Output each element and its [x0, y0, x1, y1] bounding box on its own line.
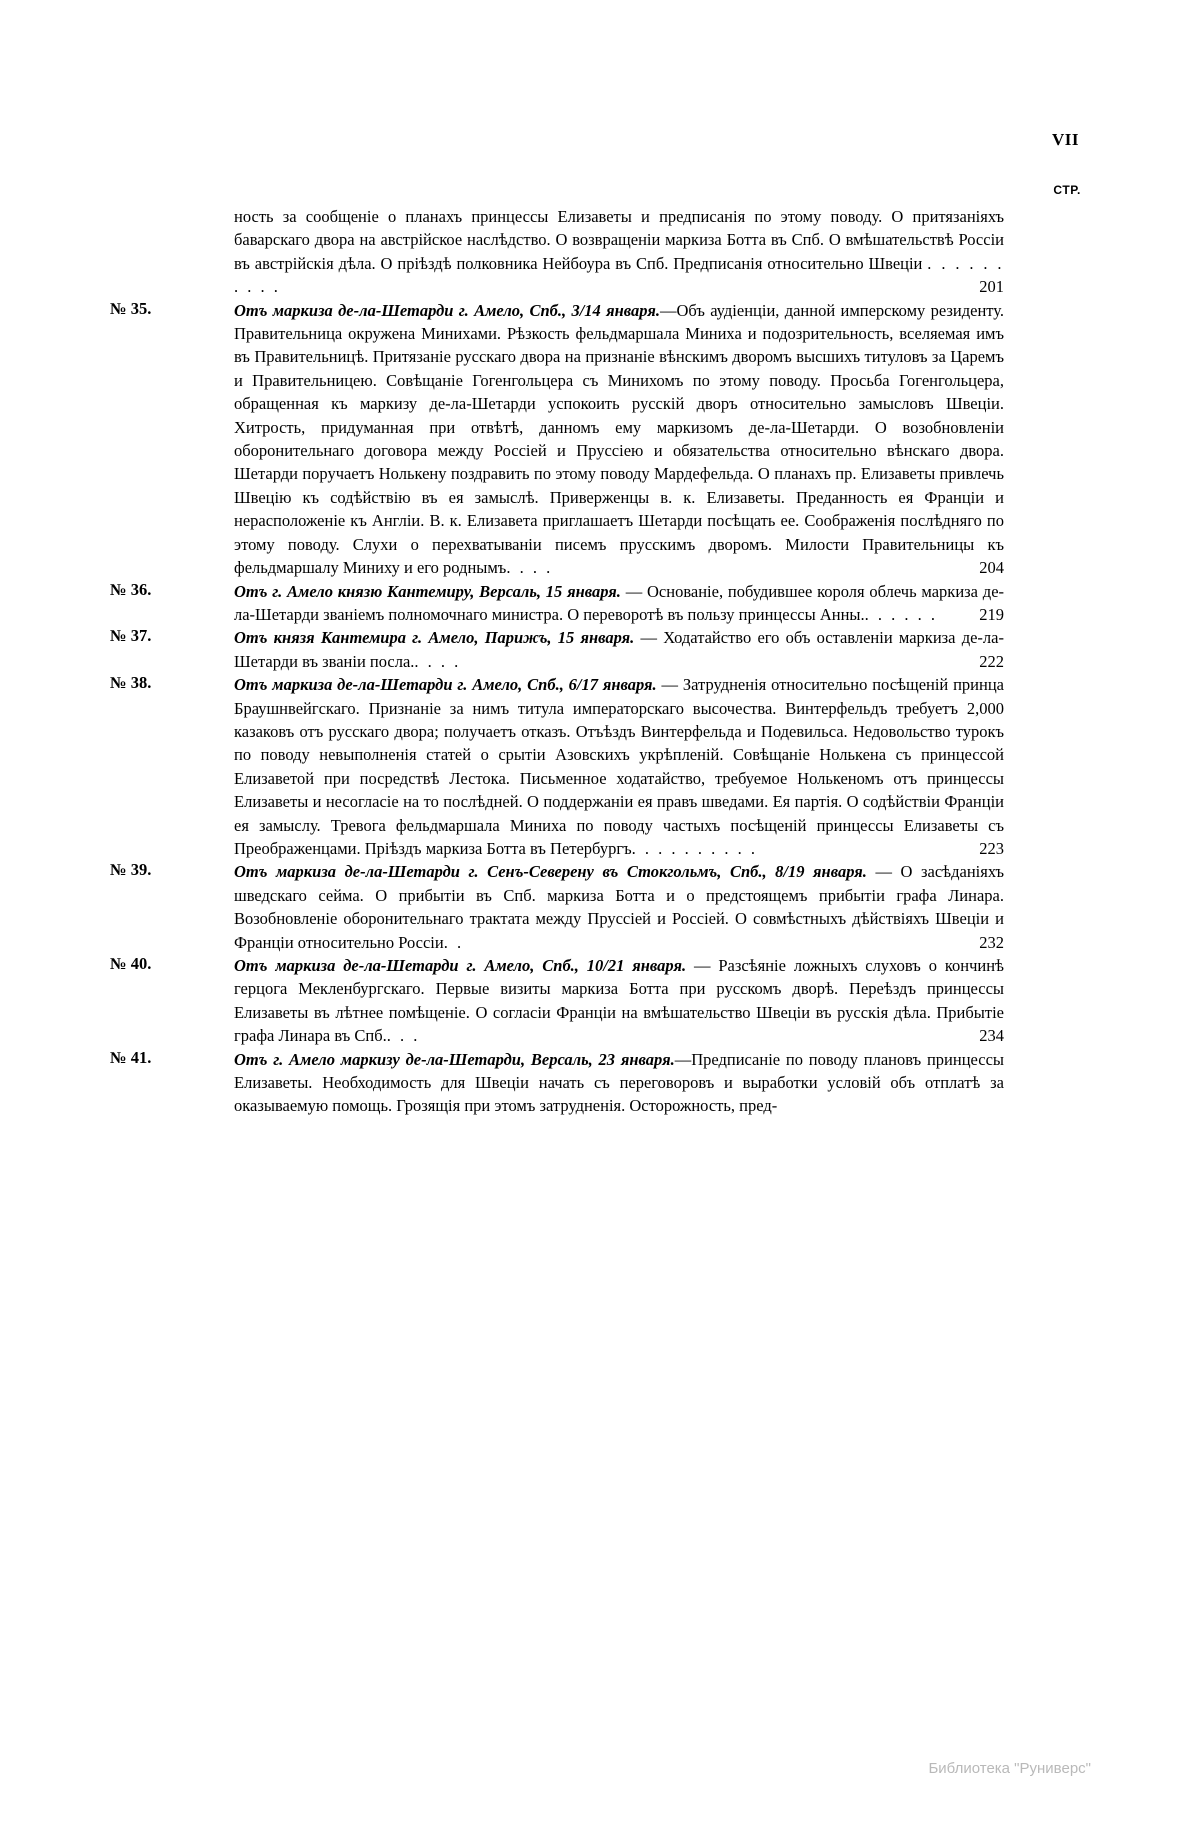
- toc-entry-number: № 38.: [110, 673, 152, 693]
- toc-entry-leaders: . . . .: [506, 558, 553, 578]
- toc-entry-page: 222: [979, 651, 1004, 671]
- toc-entry-title: Отъ г. Амело маркизу де-ла-Шетарди, Версаль, 23 января.: [234, 1049, 675, 1069]
- toc-intro-entry: [110, 205, 1090, 299]
- toc-entry-page: 219: [979, 604, 1004, 624]
- toc-entry-page: 234: [979, 1026, 1004, 1046]
- toc-entry-body: [234, 626, 1004, 673]
- page-folio: VII: [1051, 130, 1079, 149]
- toc-entry-page: 232: [979, 932, 1004, 952]
- toc-entry-text: — Ходатайство его объ оставленіи маркиза де-ла-Шетарди въ званіи посла.: [234, 628, 1004, 671]
- toc-entry-page: 223: [979, 838, 1004, 858]
- toc-entry-text: —Объ аудіенціи, данной имперскому резиденту. Правительница окружена Минихами. Рѣзкость фельдмаршала Миниха и подозрительность, вселяемая имъ въ Правительницѣ. Притязаніе русскаго двора на признаніе вѣнскимъ дворомъ высшихъ титуловъ за Царемъ и Правительницею. Совѣщаніе Гогенгольцера съ Минихомъ по этому поводу. Просьба Гогенгольцера, обращенная къ маркизу де-ла-Шетарди успокоить русскій дворъ относительно замысловъ Швеціи. Хитрость, придуманная при отвѣтѣ, данномъ ему маркизомъ де-ла-Шетарди. О возобновленіи оборонительнаго договора между Россіей и Пруссіею и обязательства относительно вѣнскаго двора. Шетарди поручаетъ Нолькену поздравить по этому поводу Мардефельда. О планахъ пр. Елизаветы привлечь Швецію къ содѣйствію въ ея замыслѣ. Приверженцы в. к. Елизаветы. Преданность ея Франціи и нерасположеніе къ Англіи. В. к. Елизавета приглашаетъ Шетарди посѣщать ее. Соображенія послѣдняго по этому поводу. Слухи о перехватываніи писемъ прусскимъ дворомъ. Милости Правительницы къ фельдмаршалу Миниху и его роднымъ: [234, 300, 1004, 578]
- toc-entry-body: [234, 580, 1004, 627]
- toc-entry-number: № 36.: [110, 579, 152, 599]
- toc-entry-leaders: . . .: [386, 1026, 420, 1046]
- table-of-contents: [110, 205, 1090, 1118]
- toc-entry-number: № 40.: [110, 954, 152, 973]
- toc-intro-page: 201: [979, 277, 1004, 297]
- toc-entry-title: Отъ маркиза де-ла-Шетарди г. Амело, Спб., 3/14 января.: [234, 300, 660, 320]
- column-header-pages: СТР.: [1053, 183, 1081, 197]
- toc-entry-leaders: . . . .: [414, 651, 461, 671]
- toc-entry-page: 204: [979, 558, 1004, 578]
- toc-entry: [110, 673, 1090, 860]
- toc-entry-leaders: . . . . . . . . . .: [631, 838, 758, 858]
- toc-entry: [110, 1048, 1090, 1118]
- toc-entry-number: № 37.: [110, 626, 152, 646]
- toc-entry-text: —Предписаніе по поводу плановъ принцессы Елизаветы. Необходимость для Швеціи начать съ переговоровъ и выработки условій объ отплатѣ за оказываемую помощь. Грозящія при этомъ затрудненія. Осторожность, пред-: [234, 1049, 1005, 1116]
- toc-entry-number: № 41.: [110, 1047, 152, 1067]
- toc-entry: [110, 860, 1090, 954]
- library-watermark: Библиотека "Руниверс": [928, 1760, 1091, 1777]
- toc-entry-body: [234, 954, 1004, 1048]
- toc-entry-body: [234, 299, 1004, 580]
- toc-entry: [110, 580, 1090, 627]
- toc-entry-text: — Затрудненія относительно посѣщеній принца Браушнвейгскаго. Признаніе за нимъ титула императорскаго высочества. Винтерфельдъ требуетъ 2,000 казаковъ отъ русскаго двора; получаетъ отказъ. Отъѣздъ Винтерфельда и Подевильса. Недовольство турокъ по поводу невыполненія статей о срытіи Азовскихъ укрѣпленій. Совѣщаніе Нолькена съ принцессой Елизаветой при посредствѣ Лестока. Письменное ходатайство, требуемое Нолькеномъ отъ принцессы Елизаветы и несогласіе на то послѣдней. О поддержаніи ея правъ шведами. Ея партія. О содѣйствіи Франціи ея замыслу. Тревога фельдмаршала Миниха по поводу частыхъ посѣщеній принцессы Елизаветы съ Преображенцами. Пріѣздъ маркиза Ботта въ Петербургъ: [234, 675, 1004, 858]
- toc-entry-title: Отъ маркиза де-ла-Шетарди г. Амело, Спб., 6/17 января.: [234, 675, 657, 695]
- toc-entry-leaders: . . . . . .: [864, 604, 938, 624]
- toc-entry-body: [234, 673, 1004, 860]
- toc-entry-number: № 39.: [110, 860, 152, 880]
- toc-intro-leaders: . . . . . . . . . .: [234, 253, 1005, 297]
- toc-entry: [110, 299, 1090, 580]
- toc-entry-title: Отъ г. Амело князю Кантемиру, Версаль, 15 января.: [234, 581, 621, 601]
- toc-entry-text: — Разсѣяніе ложныхъ слуховъ о кончинѣ герцога Мекленбургскаго. Первые визиты маркиза Ботта при русскомъ дворѣ. Переѣздъ принцессы Елизаветы въ лѣтнее помѣщеніе. О согласіи Франціи на вмѣшательство Швеціи въ русскія дѣла. Прибытіе графа Линара въ Спб.: [234, 956, 1005, 1046]
- toc-intro-body: ность за сообщеніе о планахъ принцессы Елизаветы и предписанія по этому поводу. О притязаніяхъ баварскаго двора на австрійское наслѣдство. О возвращеніи маркиза Ботта въ Спб. О вмѣшательствѣ Россіи въ австрійскія дѣла. О пріѣздѣ полковника Нейбоура въ Спб. Предписанія относительно Швеціи: [234, 207, 1004, 273]
- toc-entry-title: Отъ князя Кантемира г. Амело, Парижъ, 15 января.: [234, 628, 635, 648]
- toc-intro-text: [234, 205, 1004, 299]
- toc-entry-title: Отъ маркиза де-ла-Шетарди г. Сенъ-Северену въ Стокгольмъ, Спб., 8/19 января.: [234, 862, 867, 882]
- toc-entry-leaders: . .: [443, 932, 464, 952]
- toc-entry-title: Отъ маркиза де-ла-Шетарди г. Амело, Спб., 10/21 января.: [234, 956, 687, 975]
- toc-entry-text: — О засѣданіяхъ шведскаго сейма. О прибытіи въ Спб. маркиза Ботта и о предстоящемъ прибытіи графа Линара. Возобновленіе оборонительнаго трактата между Пруссіей и Россіей. О совмѣстныхъ дѣйствіяхъ Швеціи и Франціи относительно Россіи: [234, 862, 1004, 952]
- toc-entry: [110, 626, 1090, 673]
- toc-entry-body: [234, 1048, 1004, 1118]
- toc-entry-number: № 35.: [110, 298, 152, 318]
- toc-entry-text: — Основаніе, побудившее короля облечь маркиза де-ла-Шетарди званіемъ полномочнаго министра. О переворотѣ въ пользу принцессы Анны.: [234, 581, 1005, 624]
- toc-entry-body: [234, 860, 1004, 954]
- toc-entry: [110, 954, 1090, 1048]
